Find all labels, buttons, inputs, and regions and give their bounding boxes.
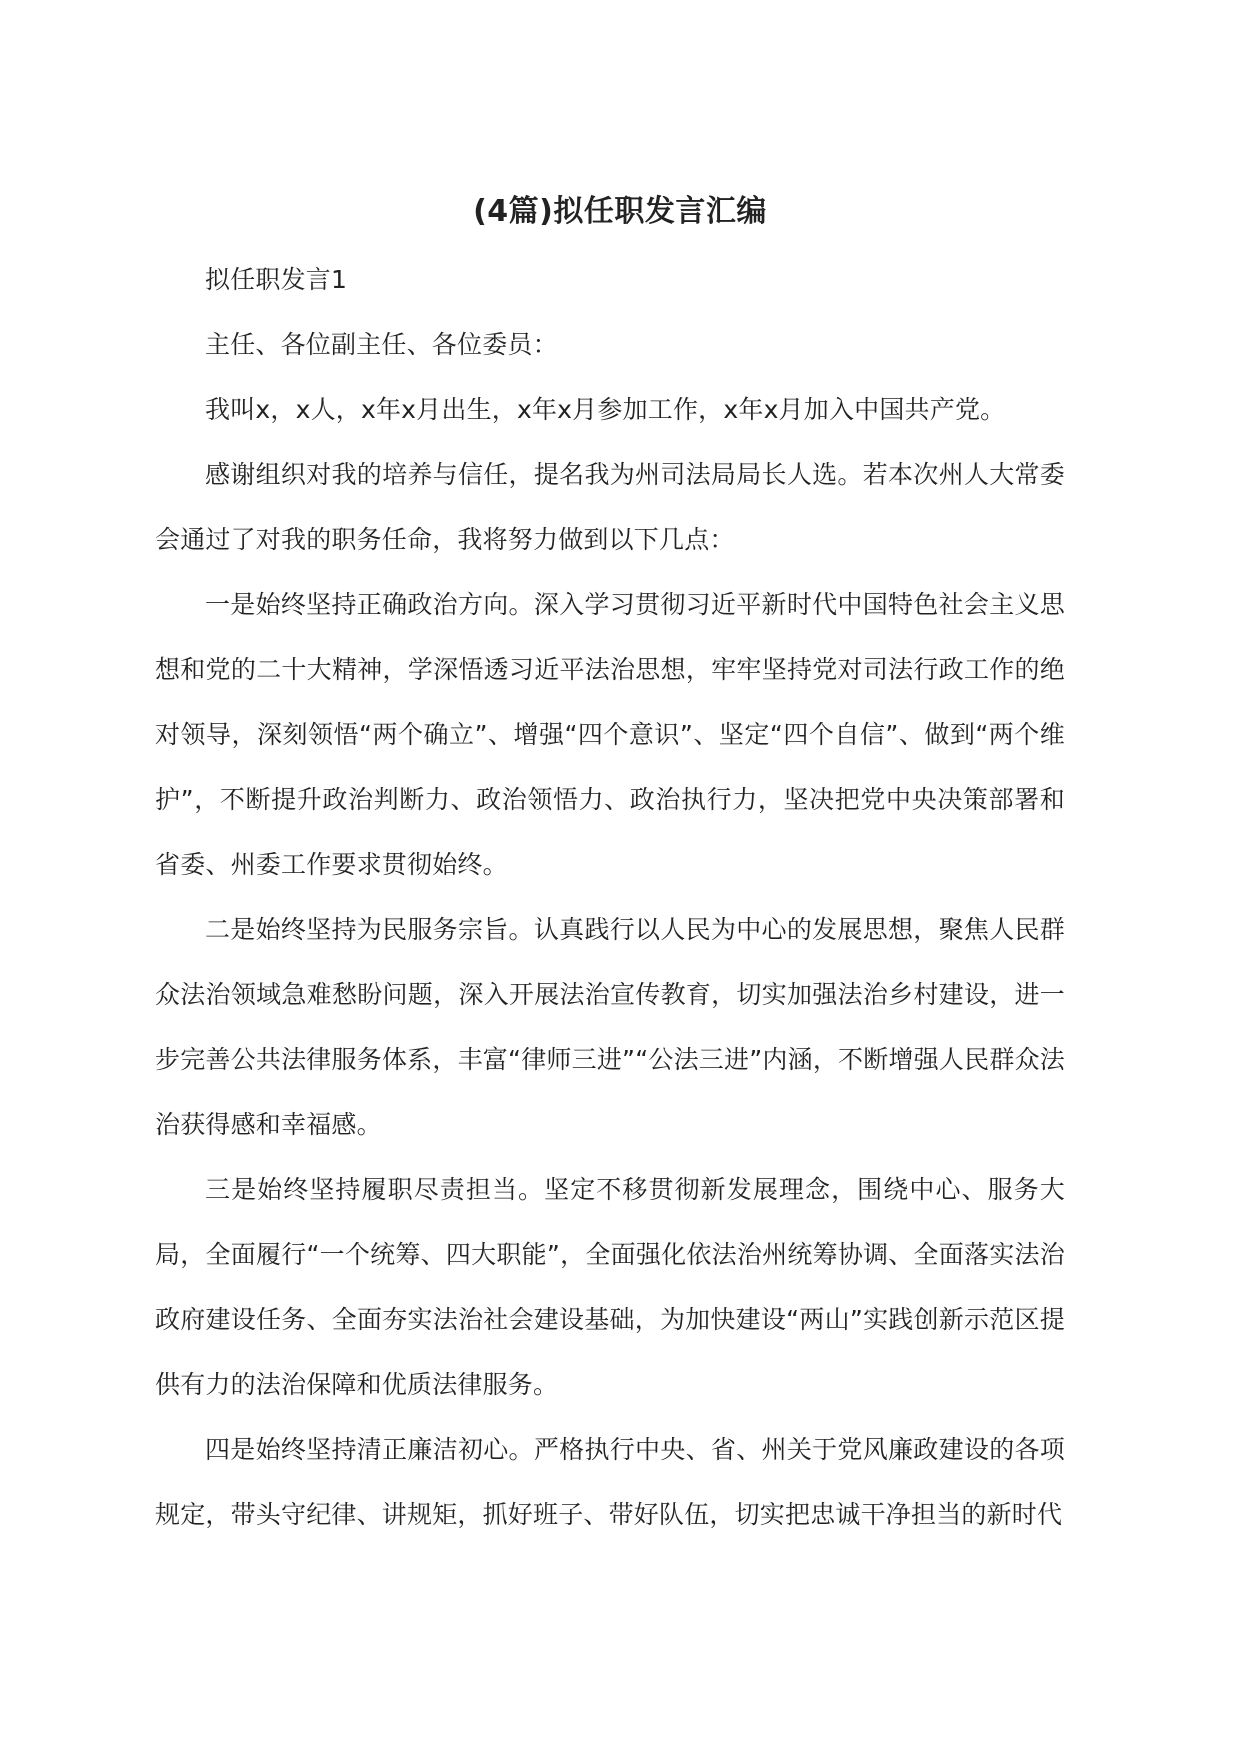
section-heading: 拟任职发言1 [205, 265, 348, 294]
point-2-paragraph: 二是始终坚持为民服务宗旨。认真践行以人民为中心的发展思想，聚焦人民群众法治领域急难愁盼问题，深入开展法治宣传教育，切实加强法治乡村建设，进一步完善公共法律服务体系，丰富“律师三进”“公法三进”内涵，不断增强人民群众法治获得感和幸福感。 [155, 915, 1065, 1139]
gratitude-paragraph: 感谢组织对我的培养与信任，提名我为州司法局局长人选。若本次州人大常委会通过了对我的职务任命，我将努力做到以下几点： [155, 460, 1065, 554]
self-introduction: 我叫x，x人，x年x月出生，x年x月参加工作，x年x月加入中国共产党。 [205, 395, 1006, 424]
salutation: 主任、各位副主任、各位委员： [205, 330, 558, 359]
point-3-paragraph: 三是始终坚持履职尽责担当。坚定不移贯彻新发展理念，围绕中心、服务大局，全面履行“一个统筹、四大职能”，全面强化依法治州统筹协调、全面落实法治政府建设任务、全面夯实法治社会建设基础，为加快建设“两山”实践创新示范区提供有力的法治保障和优质法律服务。 [155, 1175, 1065, 1399]
document-title: (4篇)拟任职发言汇编 [473, 194, 767, 229]
point-1-paragraph: 一是始终坚持正确政治方向。深入学习贯彻习近平新时代中国特色社会主义思想和党的二十大精神，学深悟透习近平法治思想，牢牢坚持党对司法行政工作的绝对领导，深刻领悟“两个确立”、增强“四个意识”、坚定“四个自信”、做到“两个维护”，不断提升政治判断力、政治领悟力、政治执行力，坚决把党中央决策部署和省委、州委工作要求贯彻始终。 [155, 590, 1065, 879]
document-body [155, 247, 1065, 1547]
point-4-paragraph: 四是始终坚持清正廉洁初心。严格执行中央、省、州关于党风廉政建设的各项规定，带头守纪律、讲规矩，抓好班子、带好队伍，切实把忠诚干净担当的新时代 [155, 1435, 1065, 1529]
